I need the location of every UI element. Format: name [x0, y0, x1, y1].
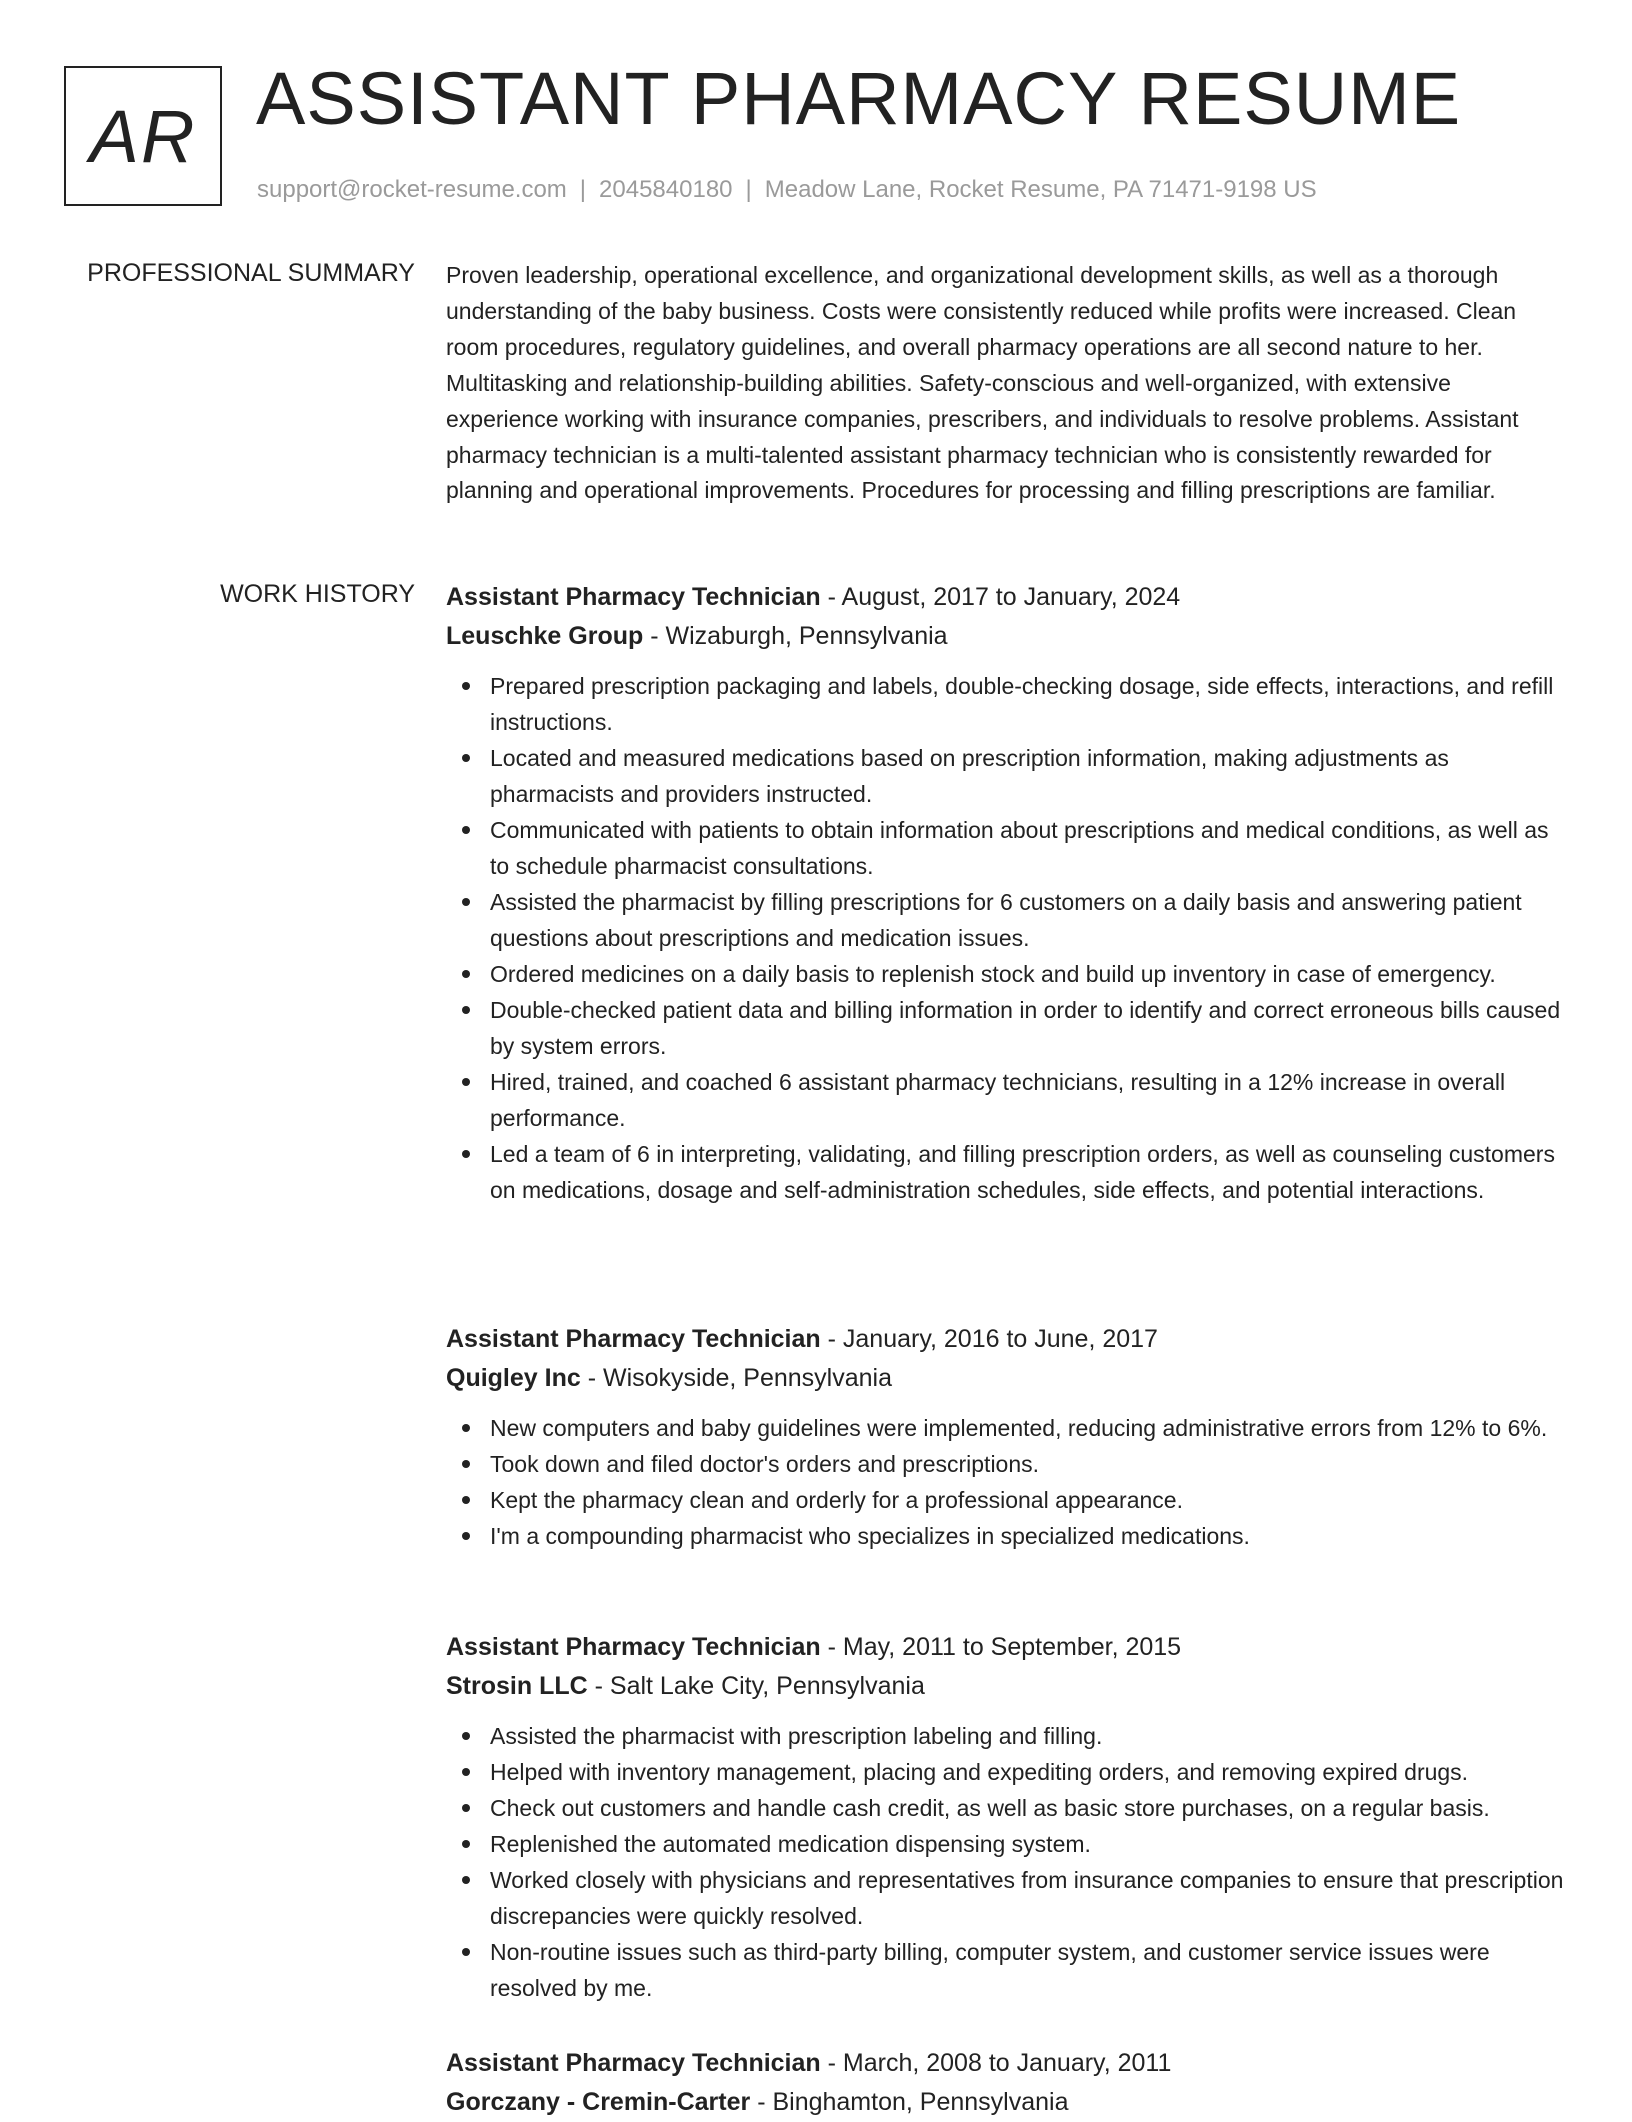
bullet-item: Non-routine issues such as third-party billing, computer system, and customer service issues were resolved by me.	[490, 1934, 1566, 2006]
job-location: - Binghamton, Pennsylvania	[750, 2088, 1069, 2116]
bullet-item: Took down and filed doctor's orders and prescriptions.	[490, 1446, 1566, 1482]
bullet-item: Kept the pharmacy clean and orderly for a professional appearance.	[490, 1482, 1566, 1518]
job-dates: - May, 2011 to September, 2015	[820, 1633, 1182, 1661]
job-dates: - January, 2016 to June, 2017	[820, 1325, 1158, 1353]
job-dates: - August, 2017 to January, 2024	[820, 583, 1181, 611]
bullet-dot-icon	[462, 1006, 470, 1014]
bullet-dot-icon	[462, 1876, 470, 1884]
bullet-item: Assisted the pharmacist with prescription labeling and filling.	[490, 1718, 1566, 1754]
job-location: - Wisokyside, Pennsylvania	[580, 1364, 892, 1392]
job-company-line	[446, 1667, 1566, 1706]
bullet-dot-icon	[462, 1496, 470, 1504]
monogram-initials: AR	[89, 94, 197, 178]
bullet-dot-icon	[462, 1840, 470, 1848]
job-title-line	[446, 1320, 1566, 1359]
bullet-item: Hired, trained, and coached 6 assistant pharmacy technicians, resulting in a 12% increase in overall performance.	[490, 1064, 1566, 1136]
job-bullets	[446, 668, 1566, 1208]
bullet-dot-icon	[462, 1732, 470, 1740]
job-title: Assistant Pharmacy Technician	[446, 583, 821, 611]
monogram-box	[64, 66, 222, 206]
job-company-line	[446, 2083, 1566, 2122]
bullet-dot-icon	[462, 1768, 470, 1776]
resume-title: ASSISTANT PHARMACY RESUME	[256, 57, 1462, 140]
job-company: Gorczany - Cremin-Carter	[446, 2088, 751, 2116]
job-title: Assistant Pharmacy Technician	[446, 1633, 821, 1661]
bullet-item: Helped with inventory management, placing and expediting orders, and removing expired drugs.	[490, 1754, 1566, 1790]
job-title: Assistant Pharmacy Technician	[446, 1325, 821, 1353]
contact-address: Meadow Lane, Rocket Resume, PA 71471-9198 US	[764, 176, 1317, 203]
job-location: - Wizaburgh, Pennsylvania	[643, 622, 948, 650]
job-company: Leuschke Group	[446, 622, 644, 650]
bullet-item: Replenished the automated medication dispensing system.	[490, 1826, 1566, 1862]
bullet-item: Communicated with patients to obtain information about prescriptions and medical conditions, as well as to schedule pharmacist consultations.	[490, 812, 1566, 884]
bullet-dot-icon	[462, 1948, 470, 1956]
contact-separator: |	[745, 176, 752, 203]
job-title-line	[446, 1628, 1566, 1667]
section-label-summary: PROFESSIONAL SUMMARY	[87, 259, 415, 287]
bullet-dot-icon	[462, 826, 470, 834]
contact-line	[257, 176, 1317, 204]
bullet-dot-icon	[462, 1078, 470, 1086]
bullet-item: Ordered medicines on a daily basis to replenish stock and build up inventory in case of emergency.	[490, 956, 1566, 992]
summary-block	[446, 258, 1566, 509]
bullet-item: Double-checked patient data and billing information in order to identify and correct erroneous bills caused by system errors.	[490, 992, 1566, 1064]
job-bullets	[446, 1410, 1566, 1554]
job-dates: - March, 2008 to January, 2011	[820, 2049, 1172, 2077]
bullet-item: New computers and baby guidelines were implemented, reducing administrative errors from 12% to 6%.	[490, 1410, 1566, 1446]
contact-email[interactable]: support@rocket-resume.com	[257, 176, 567, 203]
bullet-dot-icon	[462, 1804, 470, 1812]
bullet-dot-icon	[462, 970, 470, 978]
job-entry	[446, 2044, 1566, 2122]
bullet-item: Check out customers and handle cash credit, as well as basic store purchases, on a regular basis.	[490, 1790, 1566, 1826]
job-company-line	[446, 1359, 1566, 1398]
contact-separator: |	[579, 176, 587, 203]
contact-phone[interactable]: 2045840180	[599, 176, 733, 203]
bullet-dot-icon	[462, 1532, 470, 1540]
job-company: Strosin LLC	[446, 1672, 588, 1700]
bullet-dot-icon	[462, 898, 470, 906]
bullet-dot-icon	[462, 1460, 470, 1468]
bullet-item: I'm a compounding pharmacist who specializes in specialized medications.	[490, 1518, 1566, 1554]
job-title-line	[446, 578, 1566, 617]
job-location: - Salt Lake City, Pennsylvania	[587, 1672, 925, 1700]
bullet-dot-icon	[462, 682, 470, 690]
job-entry	[446, 1320, 1566, 1554]
job-entry	[446, 1628, 1566, 2006]
job-title: Assistant Pharmacy Technician	[446, 2049, 821, 2077]
bullet-item: Worked closely with physicians and representatives from insurance companies to ensure that prescription discrepancies were quickly resolved.	[490, 1862, 1566, 1934]
bullet-item: Located and measured medications based on prescription information, making adjustments as pharmacists and providers instructed.	[490, 740, 1566, 812]
bullet-item: Prepared prescription packaging and labels, double-checking dosage, side effects, interactions, and refill instructions.	[490, 668, 1566, 740]
bullet-dot-icon	[462, 1150, 470, 1158]
bullet-dot-icon	[462, 754, 470, 762]
bullet-item: Assisted the pharmacist by filling prescriptions for 6 customers on a daily basis and answering patient questions about prescriptions and medication issues.	[490, 884, 1566, 956]
bullet-item: Led a team of 6 in interpreting, validating, and filling prescription orders, as well as counseling customers on medications, dosage and self-administration schedules, side effects, and potential interactions.	[490, 1136, 1566, 1208]
bullet-dot-icon	[462, 1424, 470, 1432]
job-entry	[446, 578, 1566, 1208]
job-bullets	[446, 1718, 1566, 2006]
job-company: Quigley Inc	[446, 1364, 581, 1392]
summary-text: Proven leadership, operational excellence, and organizational development skills, as well as a thorough understanding of the baby business. Costs were consistently reduced while profits were increased. Clean room procedures, regulatory guidelines, and overall pharmacy operations are all second nature to her. Multitasking and relationship-building abilities. Safety-conscious and well-organized, with extensive experience working with insurance companies, prescribers, and individuals to resolve problems. Assistant pharmacy technician is a multi-talented assistant pharmacy technician who is consistently rewarded for planning and operational improvements. Procedures for processing and filling prescriptions are familiar.	[446, 262, 1519, 504]
section-label-work-history: WORK HISTORY	[220, 580, 415, 608]
job-company-line	[446, 617, 1566, 656]
job-title-line	[446, 2044, 1566, 2083]
